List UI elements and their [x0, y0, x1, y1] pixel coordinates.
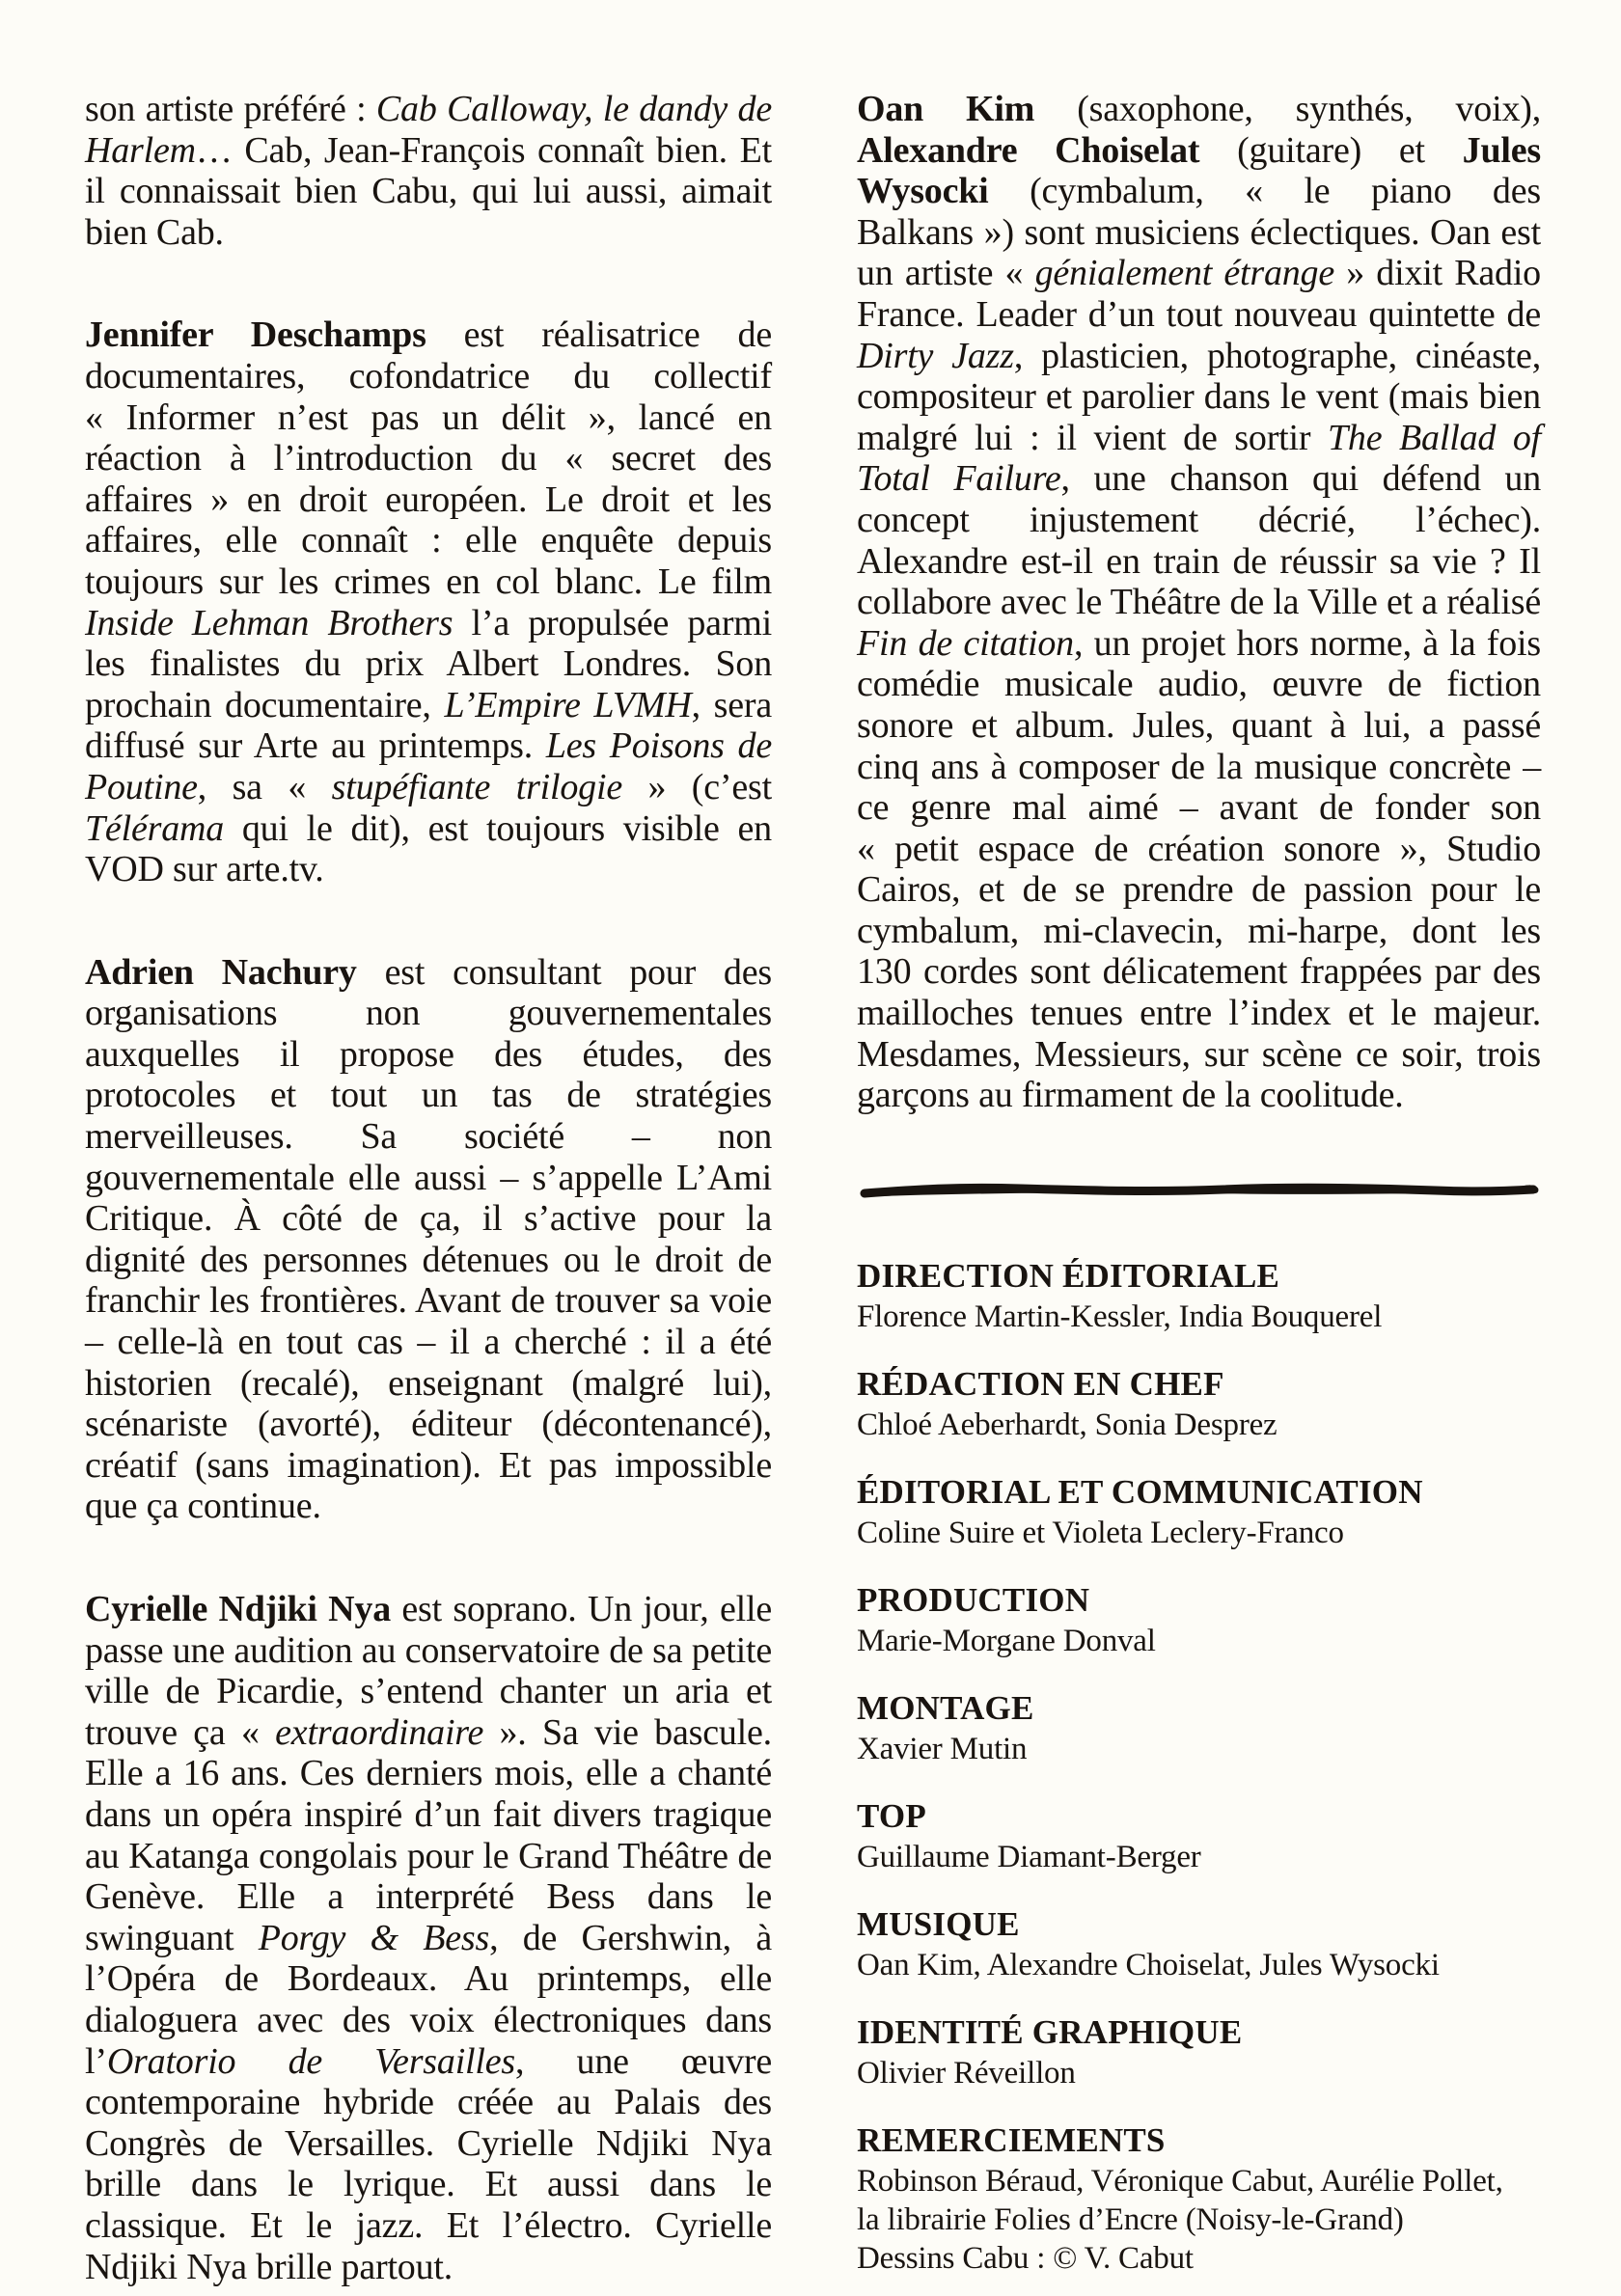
credit-heading: DIRECTION ÉDITORIALE [857, 1256, 1280, 1295]
text-segment-regular: , plasticien, photographe, cinéaste, compositeur et parolier dans le vent (mais bien malgré lui : il vient de sortir [857, 335, 1541, 458]
text-segment-bold: Jennifer Deschamps [85, 314, 426, 356]
credit-heading: MONTAGE [857, 1688, 1034, 1727]
text-segment-regular: … Cab, Jean-François connaît bien. Et il connaissait bien Cabu, qui lui aussi, aimait bien Cab. [85, 129, 772, 253]
text-segment-regular: est réalisatrice de documentaires, cofondatrice du collectif « Informer n’est pas un délit », lancé en réaction à l’introduction du « secret des affaires » en droit européen. Le droit et les affaires, elle connaît : elle enquête depuis toujours sur les crimes en col blanc. Le film [85, 314, 772, 602]
credit-names: Florence Martin-Kessler, India Bouquerel [857, 1298, 1383, 1334]
text-segment-bold: Cyrielle Ndjiki Nya [85, 1589, 391, 1629]
text-segment-regular: , de Gershwin, à l’Opéra de Bordeaux. Au printemps, elle dialoguera avec des voix électroniques dans l’ [85, 1917, 772, 2082]
credit-names: Robinson Béraud, Véronique Cabut, Aurélie Pollet, [857, 2163, 1503, 2199]
text-segment-regular: (guitare) et [1199, 129, 1463, 171]
text-segment-regular: » (c’est [622, 766, 772, 807]
text-segment-regular: , un projet hors norme, à la fois comédie musicale audio, œuvre de fiction sonore et album. Jules, quant à lui, a passé cinq ans à composer de la musique concrète – ce genre mal aimé – avant de fonder son « petit espace de création sonore », Studio Cairos, et de se prendre de passion pour le cymbalum, mi-clavecin, mi-harpe, dont les 130 cordes sont délicatement frappées par des mailloches tenues entre l’index et le majeur. Mesdames, Messieurs, sur scène ce soir, trois garçons au firmament de la coolitude. [857, 622, 1541, 1116]
body-paragraph [85, 314, 772, 889]
credit-block [857, 1795, 1541, 1876]
text-segment-regular: son artiste préféré : [85, 89, 376, 129]
text-segment-bold: Jules Wysocki [857, 129, 1541, 212]
text-segment-italic: extraordinaire [275, 1711, 484, 1753]
text-segment-italic: Dirty Jazz [857, 335, 1014, 376]
intro-paragraph [857, 89, 1541, 1116]
credit-names: Chloé Aeberhardt, Sonia Desprez [857, 1407, 1278, 1442]
credit-block [857, 1903, 1541, 1984]
credit-block [857, 1687, 1541, 1768]
body-paragraph [85, 89, 772, 253]
text-segment-regular: , une chanson qui défend un concept injustement décrié, l’échec). Alexandre est-il en train de réussir sa vie ? Il collabore avec le Théâtre de la Ville et a réalisé [857, 458, 1542, 623]
text-segment-italic: Télérama [85, 807, 225, 849]
credit-heading: REMERCIEMENTS [857, 2120, 1166, 2159]
credit-block [857, 1363, 1541, 1444]
credit-heading: PRODUCTION [857, 1580, 1090, 1619]
credit-names: Oan Kim, Alexandre Choiselat, Jules Wysocki [857, 1947, 1440, 1982]
credits-list [857, 1255, 1541, 2278]
credit-block [857, 1471, 1541, 1552]
text-segment-italic: The Ballad of Total Failure [857, 417, 1541, 500]
text-segment-regular: (saxophone, synthés, voix), [1034, 89, 1542, 129]
right-column [857, 89, 1541, 2278]
credit-heading: MUSIQUE [857, 1904, 1020, 1943]
credit-names: Guillaume Diamant-Berger [857, 1839, 1201, 1874]
text-segment-regular: l’a propulsée parmi les finalistes du prix Albert Londres. Son prochain documentaire, [85, 602, 773, 725]
text-segment-italic: Porgy & Bess [258, 1917, 490, 1958]
credit-names: Dessins Cabu : © V. Cabut [857, 2240, 1194, 2276]
text-segment-bold: Oan Kim [857, 89, 1035, 129]
text-segment-italic: Cab Calloway, le dandy de Harlem [85, 89, 772, 171]
credit-names: la librairie Folies d’Encre (Noisy-le-Grand) [857, 2201, 1404, 2237]
left-column [85, 89, 772, 2287]
text-segment-regular: est soprano. Un jour, elle passe une audition au conservatoire de sa petite ville de Picardie, s’entend chanter un aria et trouve ça « [85, 1589, 772, 1753]
text-segment-italic: Oratorio de Versailles [106, 2040, 516, 2082]
text-segment-regular: , sa « [197, 766, 332, 807]
text-segment-bold: Adrien Nachury [85, 951, 357, 993]
credit-heading: ÉDITORIAL ET COMMUNICATION [857, 1472, 1423, 1511]
text-segment-regular: est consultant pour des organisations non gouvernementales auxquelles il propose des études, des protocoles et tout un tas de stratégies merveilleuses. Sa société – non gouvernementale elle aussi – s’appelle L’Ami Critique. À côté de ça, il s’active pour la dignité des personnes détenues ou le droit de franchir les frontières. Avant de trouver sa voie – celle-là en tout cas – il a cherché : il a été historien (recalé), enseignant (malgré lui), scénariste (avorté), éditeur (décontenancé), créatif (sans imagination). Et pas impossible que ça continue. [85, 951, 772, 1527]
text-segment-regular: , une œuvre contemporaine hybride créée au Palais des Congrès de Versailles. Cyrielle Ndjiki Nya brille dans le lyrique. Et aussi dans le classique. Et le jazz. Et l’électro. Cyrielle Ndjiki Nya brille partout. [85, 2040, 772, 2287]
text-segment-italic: stupéfiante trilogie [331, 766, 622, 807]
body-paragraph [85, 952, 772, 1527]
credit-block [857, 2011, 1541, 2092]
credit-names: Coline Suire et Violeta Leclery-Franco [857, 1515, 1344, 1550]
credit-block [857, 2119, 1541, 2278]
credit-names: Marie-Morgane Donval [857, 1623, 1156, 1658]
text-segment-regular: » dixit Radio France. Leader d’un tout nouveau quintette de [857, 253, 1541, 335]
credit-names: Olivier Réveillon [857, 2055, 1076, 2091]
text-segment-regular: qui le dit), est toujours visible en VOD sur arte.tv. [85, 807, 772, 890]
hand-drawn-divider-icon [857, 1178, 1541, 1203]
credit-block [857, 1255, 1541, 1336]
text-segment-regular: (cymbalum, « le piano des Balkans ») sont musiciens éclectiques. Oan est un artiste « [857, 171, 1541, 294]
text-segment-italic: L’Empire LVMH [444, 684, 692, 725]
body-paragraph [85, 1589, 772, 2287]
credit-heading: IDENTITÉ GRAPHIQUE [857, 2012, 1243, 2051]
text-segment-italic: Fin de citation [857, 622, 1074, 664]
text-segment-regular: ». Sa vie bascule. Elle a 16 ans. Ces derniers mois, elle a chanté dans un opéra inspiré d’un fait divers tragique au Katanga congolais pour le Grand Théâtre de Genève. Elle a interprété Bess dans le swinguant [85, 1711, 772, 1958]
text-segment-regular: , sera diffusé sur Arte au printemps. [85, 684, 772, 767]
credit-heading: RÉDACTION EN CHEF [857, 1364, 1224, 1403]
credit-names: Xavier Mutin [857, 1731, 1028, 1766]
credit-block [857, 1579, 1541, 1660]
text-segment-italic: génialement étrange [1034, 253, 1335, 294]
credit-heading: TOP [857, 1796, 926, 1835]
text-segment-italic: Inside Lehman Brothers [85, 602, 453, 643]
text-segment-italic: Les Poisons de Poutine [85, 725, 772, 807]
text-segment-bold: Alexandre Choiselat [857, 129, 1200, 171]
